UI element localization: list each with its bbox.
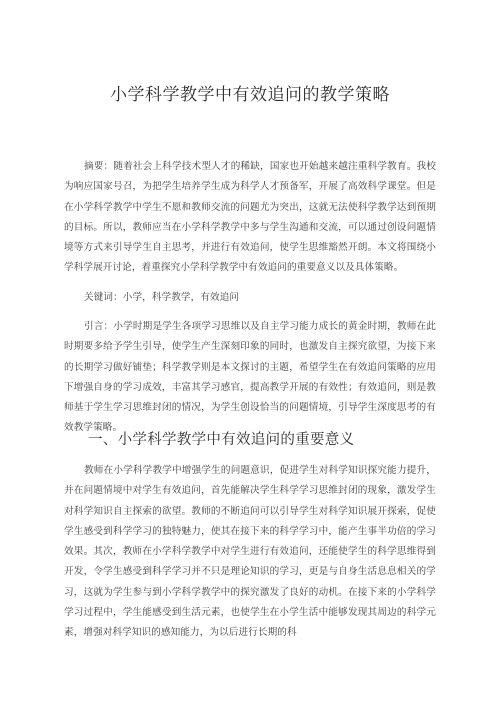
section-heading: 一、小学科学教学中有效追问的重要意义 [88,432,355,448]
paper-title: 小学科学教学中有效追问的教学策略 [110,85,390,105]
section-body-paragraph: 教师在小学科学教学中增强学生的问题意识，促进学生对科学知识探究能力提升，并在问题情境中对学生有效追问，首先能解决学生科学学习思维封闭的现象，激发学生对科学知识自主探索的欲望。教师的不断追问可以引导学生对科学知识展开探索，促使学生感受到科学学习的独特魅力，使其在接下来的科学学习中，能产生事半功倍的学习效果。其次，教师在小学科学教学中对学生进行有效追问，还能使学生的科学思维得到开发，令学生感受到科学学习并不只是理论知识的学习，更是与自身生活息息相关的学习，这就为学生参与到小学科学教学中的探究激发了良好的动机。在接下来的小学科学学习过程中，学生能感受到生活元素，也使学生在小学生活中能够发现其周边的科学元素，增强对科学知识的感知能力，为以后进行长期的科 [64,465,436,639]
introduction-paragraph: 引言：小学时期是学生各项学习思维以及自主学习能力成长的黄金时期，教师在此时期要多给予学生引导，使学生产生深刻印象的同时，也激发自主探究欲望，为接下来的长期学习做好铺垫；科学教学则是本文探讨的主题，希望学生在有效追问策略的应用下增强自身的学习成效，丰富其学习感官，提高教学开展的有效性；有效追问，则是教师基于学生学习思维封闭的情况，为学生创设恰当的问题情境，引导学生深度思考的有效教学策略。 [64,321,436,434]
abstract-paragraph: 摘要：随着社会上科学技术型人才的稀缺，国家也开始越来越注重科学教育。我校为响应国家号召，为把学生培养学生成为科学人才预备军，开展了高效科学课堂。但是在小学科学教学中学生不愿和教师交流的问题尤为突出，这就无法使科学教学达到预期的目标。所以，教师应当在小学科学教学中多与学生沟通和交流，可以通过创设问题情境等方式来引导学生自主思考，并进行有效追问，使学生思维豁然开朗。本文将围绕小学科学展开讨论，着重探究小学科学教学中有效追问的重要意义以及具体策略。 [64,161,436,274]
keywords-paragraph: 关键词：小学，科学教学，有效追问 [84,292,240,303]
